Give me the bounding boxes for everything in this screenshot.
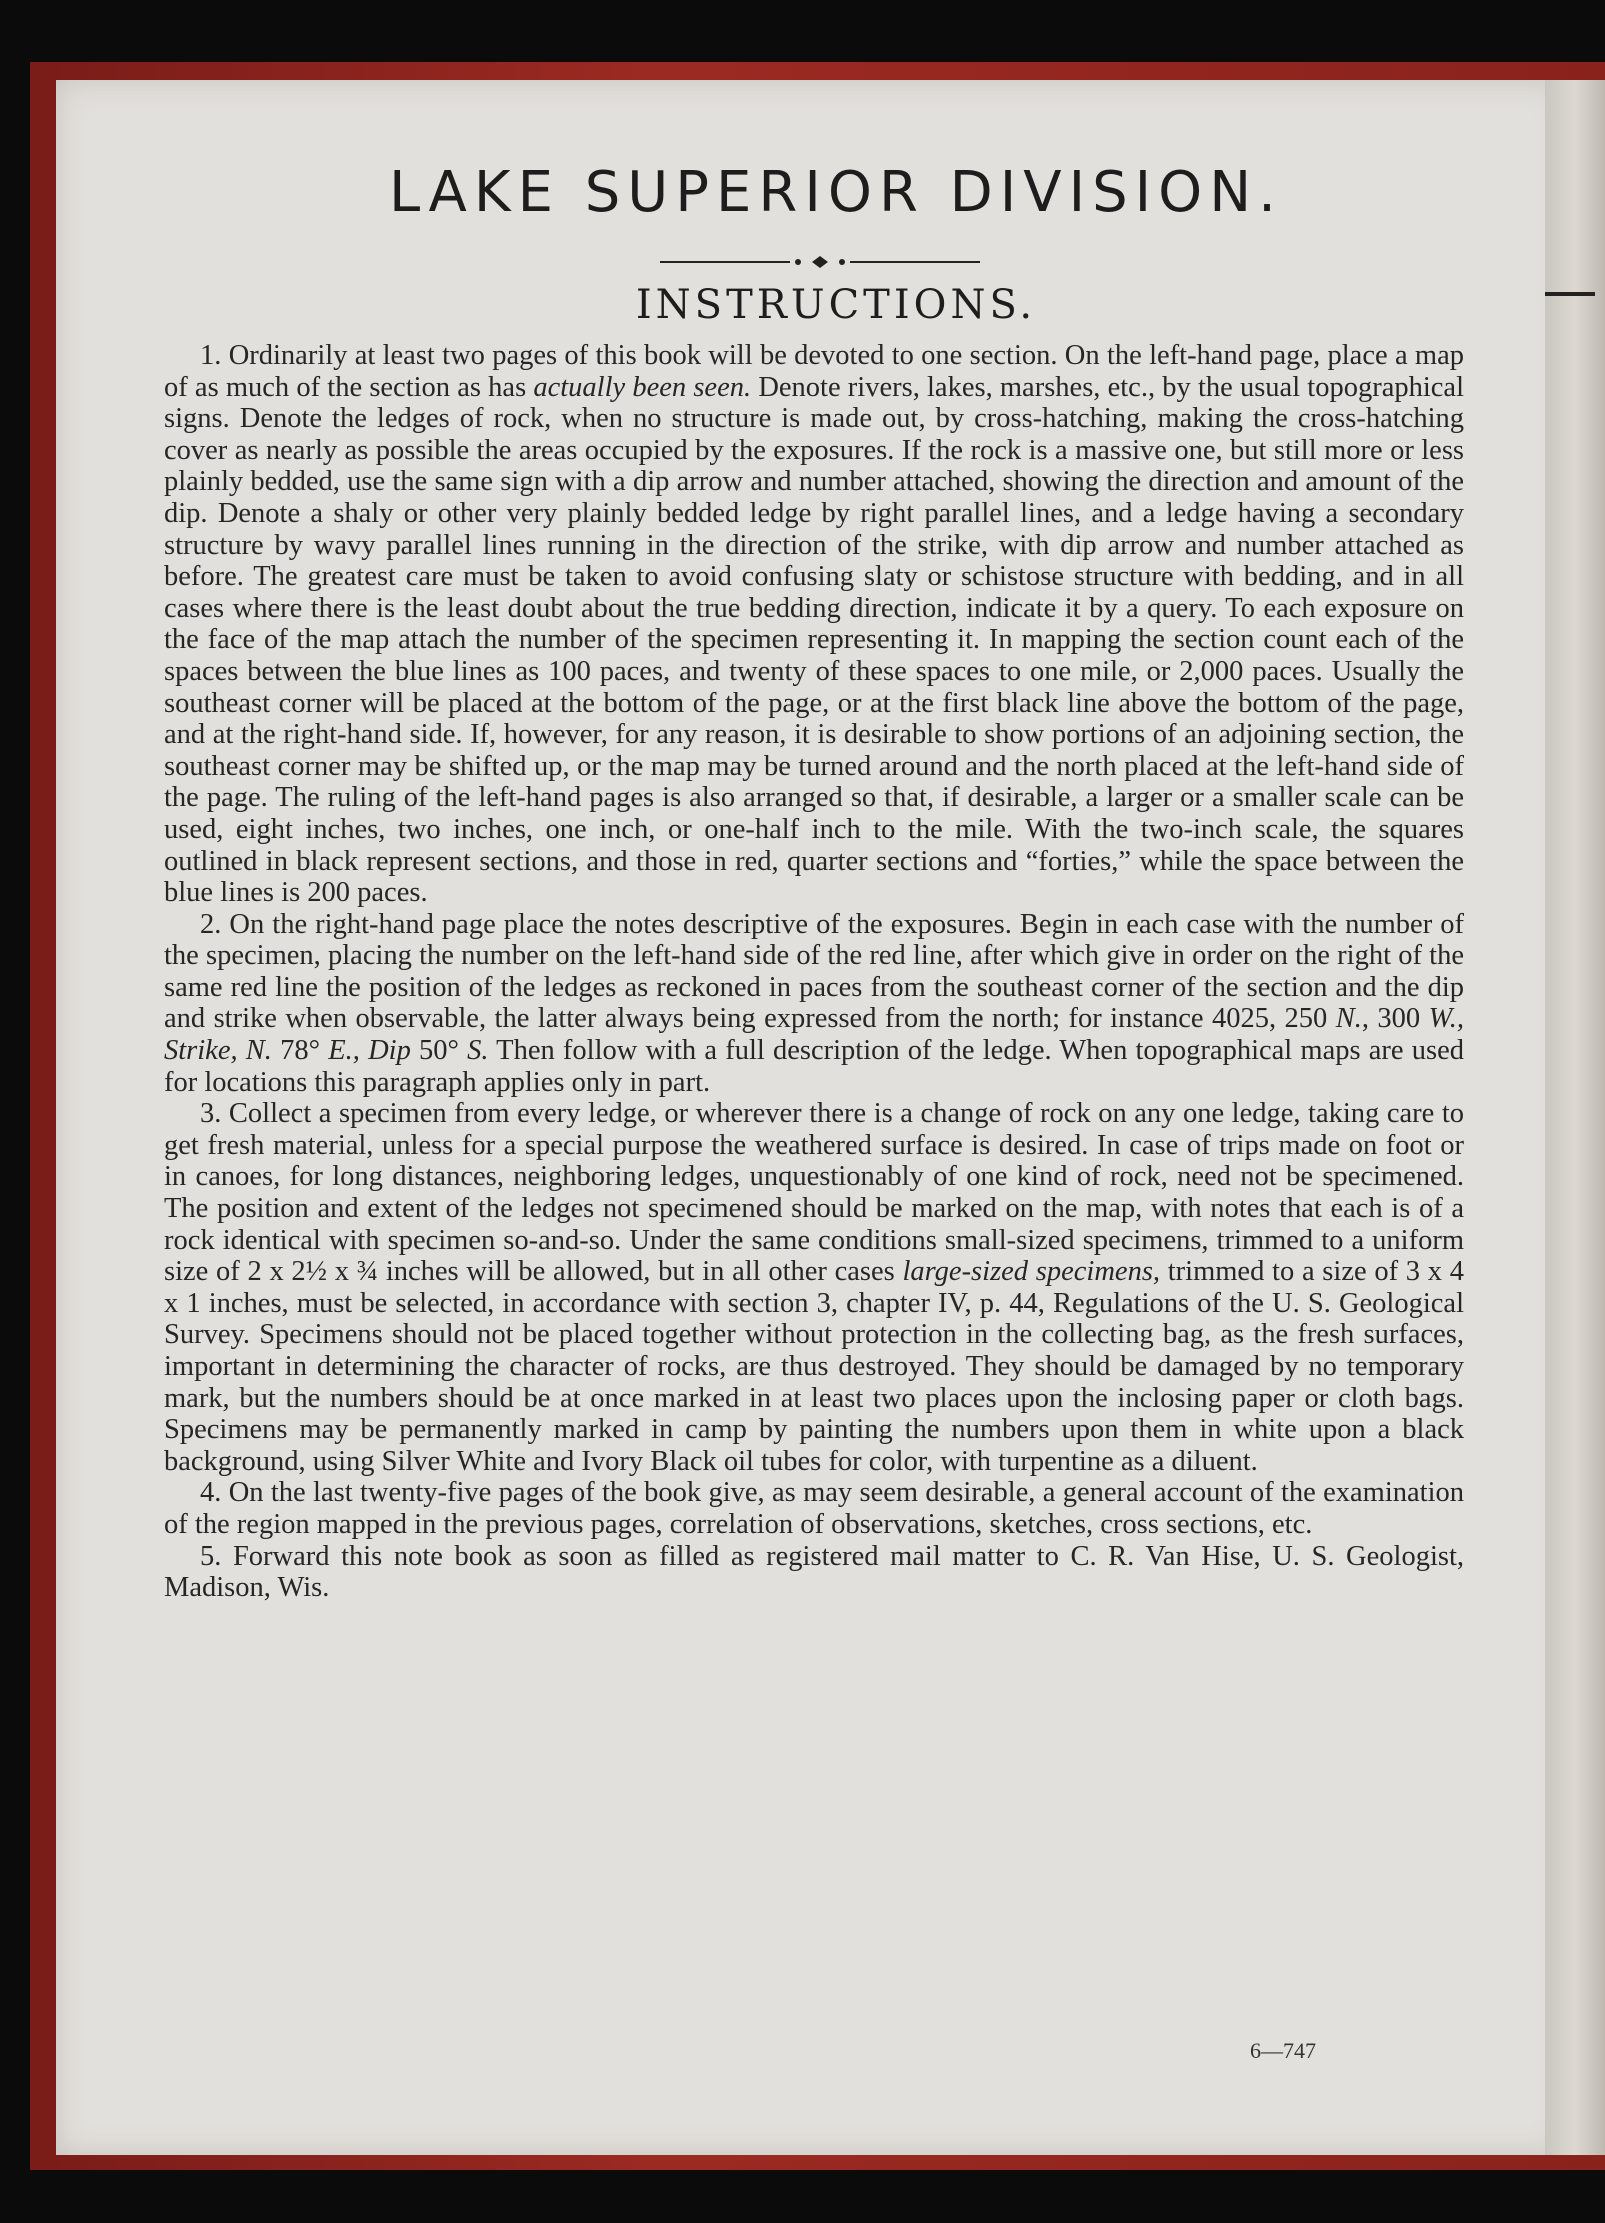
paragraph-2-text-d: 50°: [410, 1035, 468, 1067]
page-title: LAKE SUPERIOR DIVISION.: [389, 160, 1283, 225]
paragraph-5-text: 5. Forward this note book as soon as filled as registered mail matter to C. R. Van Hise, U. S. Geologist, Madison, Wis.: [164, 1540, 1464, 1604]
paragraph-2-emphasis-d: S.: [467, 1035, 489, 1067]
paragraph-2-text-c: 78°: [271, 1035, 329, 1067]
paragraph-3-text-a: 3. Collect a specimen from every ledge, or wherever there is a change of rock on any one ledge, taking care to get fresh material, unless for a special purpose the weathered surface is desired. In case of trips made on foot or in canoes, for long distances, neighboring ledges, unquestionably of one kind of rock, need not be specimened. The position and extent of the ledges not specimened should be marked on the map, with notes that each is of a rock identical with specimen so-and-so. Under the same conditions small-sized specimens, trimmed to a uniform size of 2 x 2½ x ¾ inches will be allowed, but in all other cases: [164, 1098, 1464, 1288]
paragraph-2-text-b: , 300: [1361, 1003, 1429, 1035]
header: [56, 160, 1605, 225]
paragraph-2-emphasis-b: W., Strike, N.: [164, 1003, 1464, 1067]
paragraph-1-text-b: Denote rivers, lakes, marshes, etc., by the usual topographical signs. Denote the ledges of rock, when no structure is made out, by cross-hatching, making the cross-hatching cover as nearly as possible the areas occupied by the exposures. If the rock is a massive one, but still more or less plainly bedded, use the same sign with a dip arrow and number attached, showing the direction and amount of the dip. Denote a shaly or other very plainly bedded ledge by right parallel lines, and a ledge having a secondary structure by wavy parallel lines running in the direction of the strike, with dip arrow and number attached as before. The greatest care must be taken to avoid confusing slaty or schistose structure with bedding, and in all cases where there is the least doubt about the true bedding direction, indicate it by a query. To each exposure on the face of the map attach the number of the specimen representing it. In mapping the section count each of the spaces between the blue lines as 100 paces, and twenty of these spaces to one mile, or 2,000 paces. Usually the southeast corner will be placed at the bottom of the page, or at the first black line above the bottom of the page, and at the right-hand side. If, however, for any reason, it is desirable to show portions of an adjoining section, the southeast corner may be shifted up, or the map may be turned around and the north placed at the left-hand side of the page. The ruling of the left-hand pages is also arranged so that, if desirable, a larger or a smaller scale can be used, eight inches, two inches, one inch, or one-half inch to the mile. With the two-inch scale, the squares outlined in black represent sections, and those in red, quarter sections and “forties,” while the space between the blue lines is 200 paces.: [164, 371, 1465, 909]
paragraph-1-text-a: 1. Ordinarily at least two pages of this book will be devoted to one section. On the left-hand page, place a map of as much of the section as has: [164, 340, 1464, 403]
paragraph-1: [164, 340, 1464, 909]
paragraph-4: [164, 1477, 1464, 1540]
paragraph-5: [164, 1541, 1464, 1604]
paragraph-3: [164, 1098, 1464, 1477]
paragraph-3-text-b: trimmed to a size of 3 x 4 x 1 inches, must be selected, in accordance with section 3, chapter IV, p. 44, Regulations of the U. S. Geological Survey. Specimens should not be placed together without protection in the collecting bag, as the fresh surfaces, important in determining the character of rocks, are thus destroyed. They should be damaged by no temporary mark, but the numbers should be at once marked in at least two places upon the inclosing paper or cloth bags. Specimens may be permanently marked in camp by painting the numbers upon them in white upon a black background, using Silver White and Ivory Black oil tubes for color, with turpentine as a diluent.: [164, 1256, 1464, 1477]
paragraph-2-text-e: Then follow with a full description of the ledge. When topographical maps are used for locations this paragraph applies only in part.: [164, 1035, 1464, 1098]
paragraph-3-emphasis: large-sized specimens,: [902, 1256, 1161, 1288]
print-code: 6—747: [1250, 2038, 1316, 2063]
section-heading: INSTRUCTIONS.: [635, 282, 1037, 328]
instructions-body: [164, 340, 1464, 1604]
paragraph-2-emphasis-c: E., Dip: [328, 1035, 411, 1067]
paragraph-2: [164, 909, 1464, 1099]
paragraph-2-text-a: 2. On the right-hand page place the notes descriptive of the exposures. Begin in each case with the number of the specimen, placing the number on the left-hand side of the red line, after which give in order on the right of the same red line the position of the ledges as reckoned in paces from the southeast corner of the section and the dip and strike when observable, the latter always being expressed from the north; for instance 4025, 250: [164, 908, 1464, 1035]
ornament-divider: [660, 256, 980, 268]
paragraph-2-emphasis-a: N.: [1335, 1003, 1362, 1035]
facing-page-edge: [1545, 80, 1605, 2155]
paragraph-4-text: 4. On the last twenty-five pages of the book give, as may seem desirable, a general account of the examination of the region mapped in the previous pages, correlation of observations, sketches, cross sections, etc.: [164, 1477, 1464, 1540]
paragraph-1-emphasis: actually been seen.: [533, 371, 752, 403]
